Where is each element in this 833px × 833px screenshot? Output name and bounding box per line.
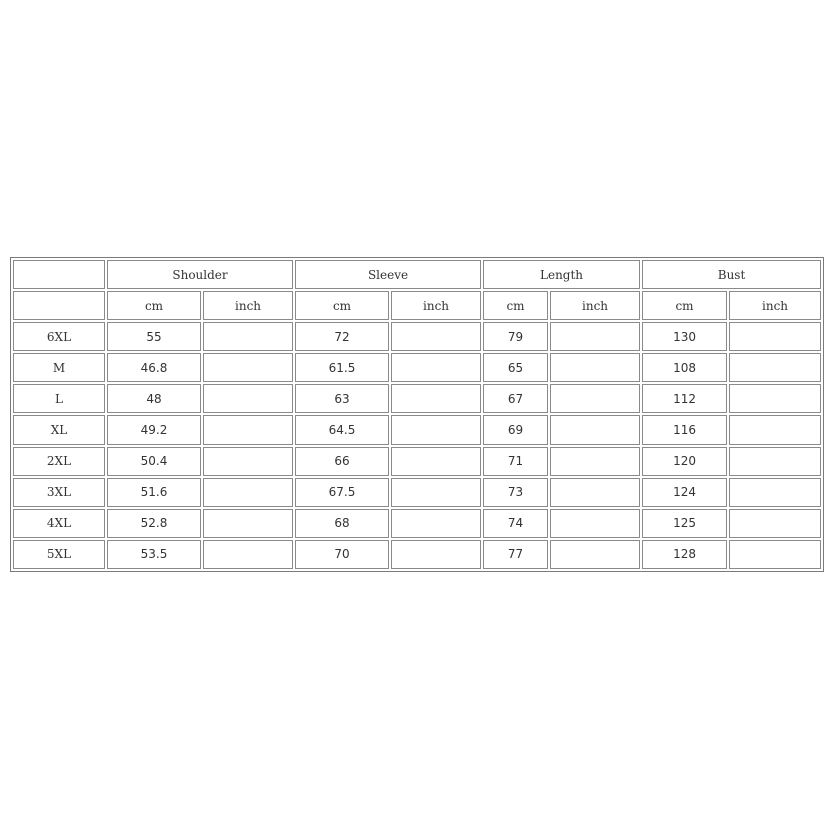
shoulder-cm-cell: 52.8 xyxy=(107,509,201,538)
bust-cm-cell: 130 xyxy=(642,322,727,351)
sleeve-cm-cell: 63 xyxy=(295,384,389,413)
sleeve-inch-cell xyxy=(391,540,481,569)
length-inch-cell xyxy=(550,353,640,382)
length-cm-cell: 74 xyxy=(483,509,548,538)
bust-inch-cell xyxy=(729,353,821,382)
bust-inch-cell xyxy=(729,478,821,507)
sleeve-cm-cell: 67.5 xyxy=(295,478,389,507)
bust-inch-cell xyxy=(729,415,821,444)
size-chart-table xyxy=(10,257,824,572)
bust-cm-cell: 125 xyxy=(642,509,727,538)
unit-header-row xyxy=(13,291,821,320)
length-inch-cell xyxy=(550,478,640,507)
size-label: 3XL xyxy=(13,478,105,507)
shoulder-inch-cell xyxy=(203,384,293,413)
shoulder-cm-cell: 50.4 xyxy=(107,447,201,476)
size-label: M xyxy=(13,353,105,382)
unit-header-cell: inch xyxy=(729,291,821,320)
bust-inch-cell xyxy=(729,509,821,538)
bust-cm-cell: 108 xyxy=(642,353,727,382)
bust-cm-cell: 124 xyxy=(642,478,727,507)
bust-inch-cell xyxy=(729,322,821,351)
shoulder-inch-cell xyxy=(203,353,293,382)
sleeve-cm-cell: 68 xyxy=(295,509,389,538)
sleeve-inch-cell xyxy=(391,322,481,351)
bust-cm-cell: 120 xyxy=(642,447,727,476)
length-inch-cell xyxy=(550,384,640,413)
shoulder-inch-cell xyxy=(203,540,293,569)
length-inch-cell xyxy=(550,415,640,444)
length-inch-cell xyxy=(550,447,640,476)
length-cm-cell: 69 xyxy=(483,415,548,444)
length-cm-cell: 73 xyxy=(483,478,548,507)
shoulder-cm-cell: 46.8 xyxy=(107,353,201,382)
sleeve-inch-cell xyxy=(391,447,481,476)
size-label: 5XL xyxy=(13,540,105,569)
unit-header-cell: inch xyxy=(550,291,640,320)
shoulder-inch-cell xyxy=(203,322,293,351)
corner-cell xyxy=(13,291,105,320)
unit-header-cell: cm xyxy=(107,291,201,320)
length-cm-cell: 79 xyxy=(483,322,548,351)
sleeve-cm-cell: 64.5 xyxy=(295,415,389,444)
table-row xyxy=(13,322,821,351)
shoulder-inch-cell xyxy=(203,447,293,476)
shoulder-cm-cell: 53.5 xyxy=(107,540,201,569)
sleeve-cm-cell: 72 xyxy=(295,322,389,351)
sleeve-cm-cell: 66 xyxy=(295,447,389,476)
table-row xyxy=(13,447,821,476)
unit-header-cell: cm xyxy=(642,291,727,320)
group-header-row xyxy=(13,260,821,289)
length-cm-cell: 71 xyxy=(483,447,548,476)
length-inch-cell xyxy=(550,509,640,538)
shoulder-inch-cell xyxy=(203,509,293,538)
bust-inch-cell xyxy=(729,540,821,569)
length-inch-cell xyxy=(550,540,640,569)
table-row xyxy=(13,415,821,444)
size-label: 4XL xyxy=(13,509,105,538)
shoulder-cm-cell: 48 xyxy=(107,384,201,413)
bust-inch-cell xyxy=(729,384,821,413)
sleeve-inch-cell xyxy=(391,478,481,507)
sleeve-inch-cell xyxy=(391,384,481,413)
group-header-shoulder: Shoulder xyxy=(107,260,293,289)
table-row xyxy=(13,478,821,507)
size-label: 6XL xyxy=(13,322,105,351)
shoulder-inch-cell xyxy=(203,415,293,444)
table-row xyxy=(13,384,821,413)
table-row xyxy=(13,540,821,569)
length-cm-cell: 77 xyxy=(483,540,548,569)
unit-header-cell: inch xyxy=(203,291,293,320)
unit-header-cell: cm xyxy=(295,291,389,320)
length-inch-cell xyxy=(550,322,640,351)
sleeve-inch-cell xyxy=(391,509,481,538)
unit-header-cell: inch xyxy=(391,291,481,320)
bust-inch-cell xyxy=(729,447,821,476)
shoulder-cm-cell: 55 xyxy=(107,322,201,351)
table-row xyxy=(13,353,821,382)
group-header-length: Length xyxy=(483,260,640,289)
sleeve-cm-cell: 70 xyxy=(295,540,389,569)
unit-header-cell: cm xyxy=(483,291,548,320)
shoulder-cm-cell: 51.6 xyxy=(107,478,201,507)
length-cm-cell: 65 xyxy=(483,353,548,382)
group-header-sleeve: Sleeve xyxy=(295,260,481,289)
corner-cell xyxy=(13,260,105,289)
table-row xyxy=(13,509,821,538)
size-label: L xyxy=(13,384,105,413)
bust-cm-cell: 116 xyxy=(642,415,727,444)
sleeve-inch-cell xyxy=(391,415,481,444)
group-header-bust: Bust xyxy=(642,260,821,289)
sleeve-inch-cell xyxy=(391,353,481,382)
length-cm-cell: 67 xyxy=(483,384,548,413)
shoulder-cm-cell: 49.2 xyxy=(107,415,201,444)
bust-cm-cell: 128 xyxy=(642,540,727,569)
shoulder-inch-cell xyxy=(203,478,293,507)
size-label: XL xyxy=(13,415,105,444)
sleeve-cm-cell: 61.5 xyxy=(295,353,389,382)
bust-cm-cell: 112 xyxy=(642,384,727,413)
size-label: 2XL xyxy=(13,447,105,476)
